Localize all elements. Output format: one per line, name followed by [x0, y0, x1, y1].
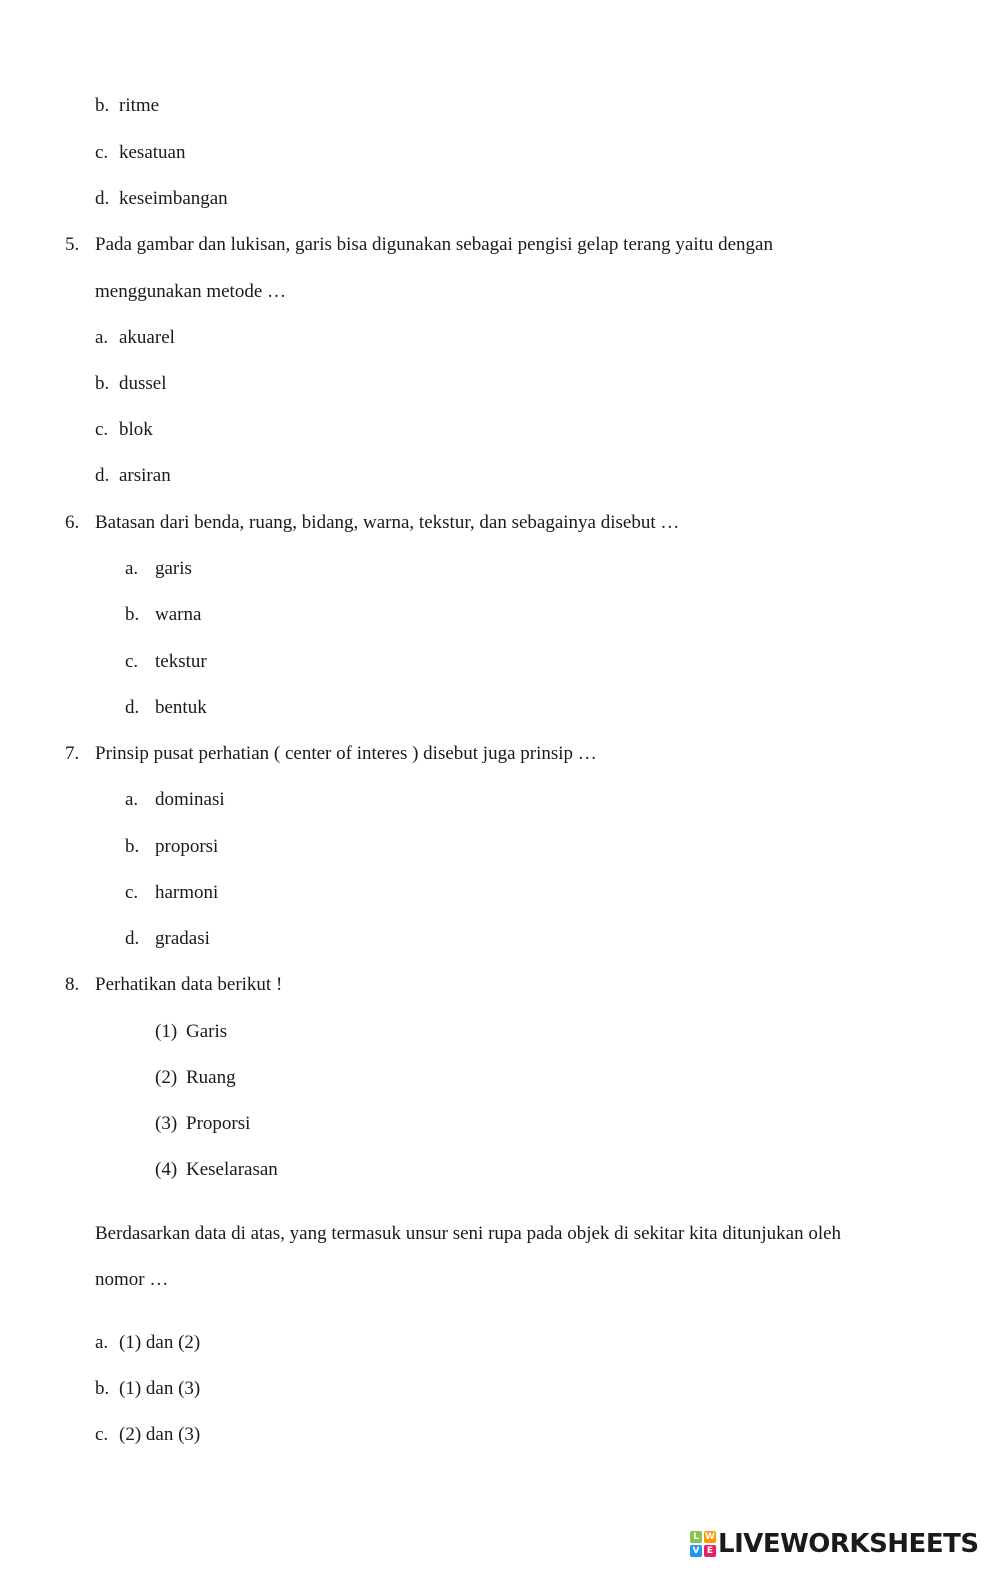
data-text: Ruang [186, 1067, 236, 1088]
option-row [95, 1331, 200, 1355]
option-text: ritme [119, 95, 160, 116]
option-text: kesatuan [119, 142, 186, 163]
option-row [95, 372, 167, 396]
option-label: d. [125, 928, 140, 949]
option-label: c. [125, 882, 139, 903]
option-label: c. [95, 142, 109, 163]
option-text: (1) dan (3) [119, 1378, 201, 1399]
option-label: d. [125, 697, 140, 718]
data-row [155, 1158, 278, 1182]
option-label: d. [95, 465, 110, 486]
question-8-paragraph: Berdasarkan data di atas, yang termasuk unsur seni rupa pada objek di sekitar kita ditunjukan oleh [95, 1223, 842, 1244]
liveworksheets-logo-icon [690, 1531, 716, 1557]
data-row [155, 1020, 227, 1044]
option-row [95, 187, 228, 211]
option-text: dominasi [155, 789, 225, 810]
option-label: d. [95, 188, 110, 209]
option-row [95, 94, 159, 118]
option-row [95, 326, 175, 350]
option-row [125, 881, 218, 905]
option-text: garis [155, 558, 192, 579]
option-text: akuarel [119, 327, 175, 348]
option-label: a. [95, 1332, 109, 1353]
option-text: gradasi [155, 928, 210, 949]
data-row [155, 1066, 236, 1090]
question-text: Batasan dari benda, ruang, bidang, warna, tekstur, dan sebagainya disebut … [95, 512, 680, 533]
data-label: (4) [155, 1159, 178, 1180]
option-row [95, 1423, 200, 1447]
option-label: b. [95, 95, 110, 116]
option-text: tekstur [155, 651, 207, 672]
option-text: (1) dan (2) [119, 1332, 201, 1353]
option-row [125, 696, 207, 720]
option-row [125, 603, 201, 627]
question-text: Perhatikan data berikut ! [95, 974, 283, 995]
logo-square: L [690, 1531, 702, 1543]
data-label: (3) [155, 1113, 178, 1134]
option-text: (2) dan (3) [119, 1424, 201, 1445]
question-8-paragraph-continued: nomor … [95, 1269, 169, 1290]
option-row [95, 1377, 200, 1401]
question-6 [65, 511, 679, 535]
option-label: b. [95, 373, 110, 394]
question-number: 5. [65, 234, 80, 255]
question-5-continued: menggunakan metode … [95, 281, 287, 302]
logo-square: E [704, 1545, 716, 1557]
option-label: b. [95, 1378, 110, 1399]
option-row [95, 141, 185, 165]
data-text: Garis [186, 1021, 228, 1042]
option-label: a. [125, 789, 139, 810]
option-text: proporsi [155, 836, 219, 857]
option-text: dussel [119, 373, 167, 394]
option-label: c. [125, 651, 139, 672]
option-row [125, 927, 210, 951]
option-row [95, 464, 171, 488]
option-row [95, 418, 153, 442]
logo-square: W [705, 1532, 715, 1542]
question-number: 6. [65, 512, 80, 533]
data-row [155, 1112, 250, 1136]
question-number: 7. [65, 743, 80, 764]
option-row [125, 650, 207, 674]
option-label: b. [125, 836, 140, 857]
data-text: Proporsi [186, 1113, 251, 1134]
liveworksheets-wordmark: LIVEWORKSHEETS [718, 1529, 979, 1559]
option-text: blok [119, 419, 153, 440]
question-number: 8. [65, 974, 80, 995]
question-text: Pada gambar dan lukisan, garis bisa digunakan sebagai pengisi gelap terang yaitu dengan [95, 234, 773, 255]
question-7 [65, 742, 597, 766]
question-5 [65, 233, 773, 257]
option-row [125, 788, 225, 812]
liveworksheets-logo [690, 1528, 990, 1560]
question-8 [65, 973, 282, 997]
option-text: warna [155, 604, 202, 625]
option-text: harmoni [155, 882, 219, 903]
logo-square: V [690, 1545, 702, 1557]
option-text: bentuk [155, 697, 207, 718]
option-text: keseimbangan [119, 188, 228, 209]
data-label: (1) [155, 1021, 178, 1042]
option-text: arsiran [119, 465, 171, 486]
option-label: a. [125, 558, 139, 579]
question-text: Prinsip pusat perhatian ( center of interes ) disebut juga prinsip … [95, 743, 597, 764]
option-row [125, 557, 192, 581]
option-label: c. [95, 1424, 109, 1445]
data-text: Keselarasan [186, 1159, 278, 1180]
option-label: a. [95, 327, 109, 348]
data-label: (2) [155, 1067, 178, 1088]
option-label: b. [125, 604, 140, 625]
option-label: c. [95, 419, 109, 440]
option-row [125, 835, 218, 859]
